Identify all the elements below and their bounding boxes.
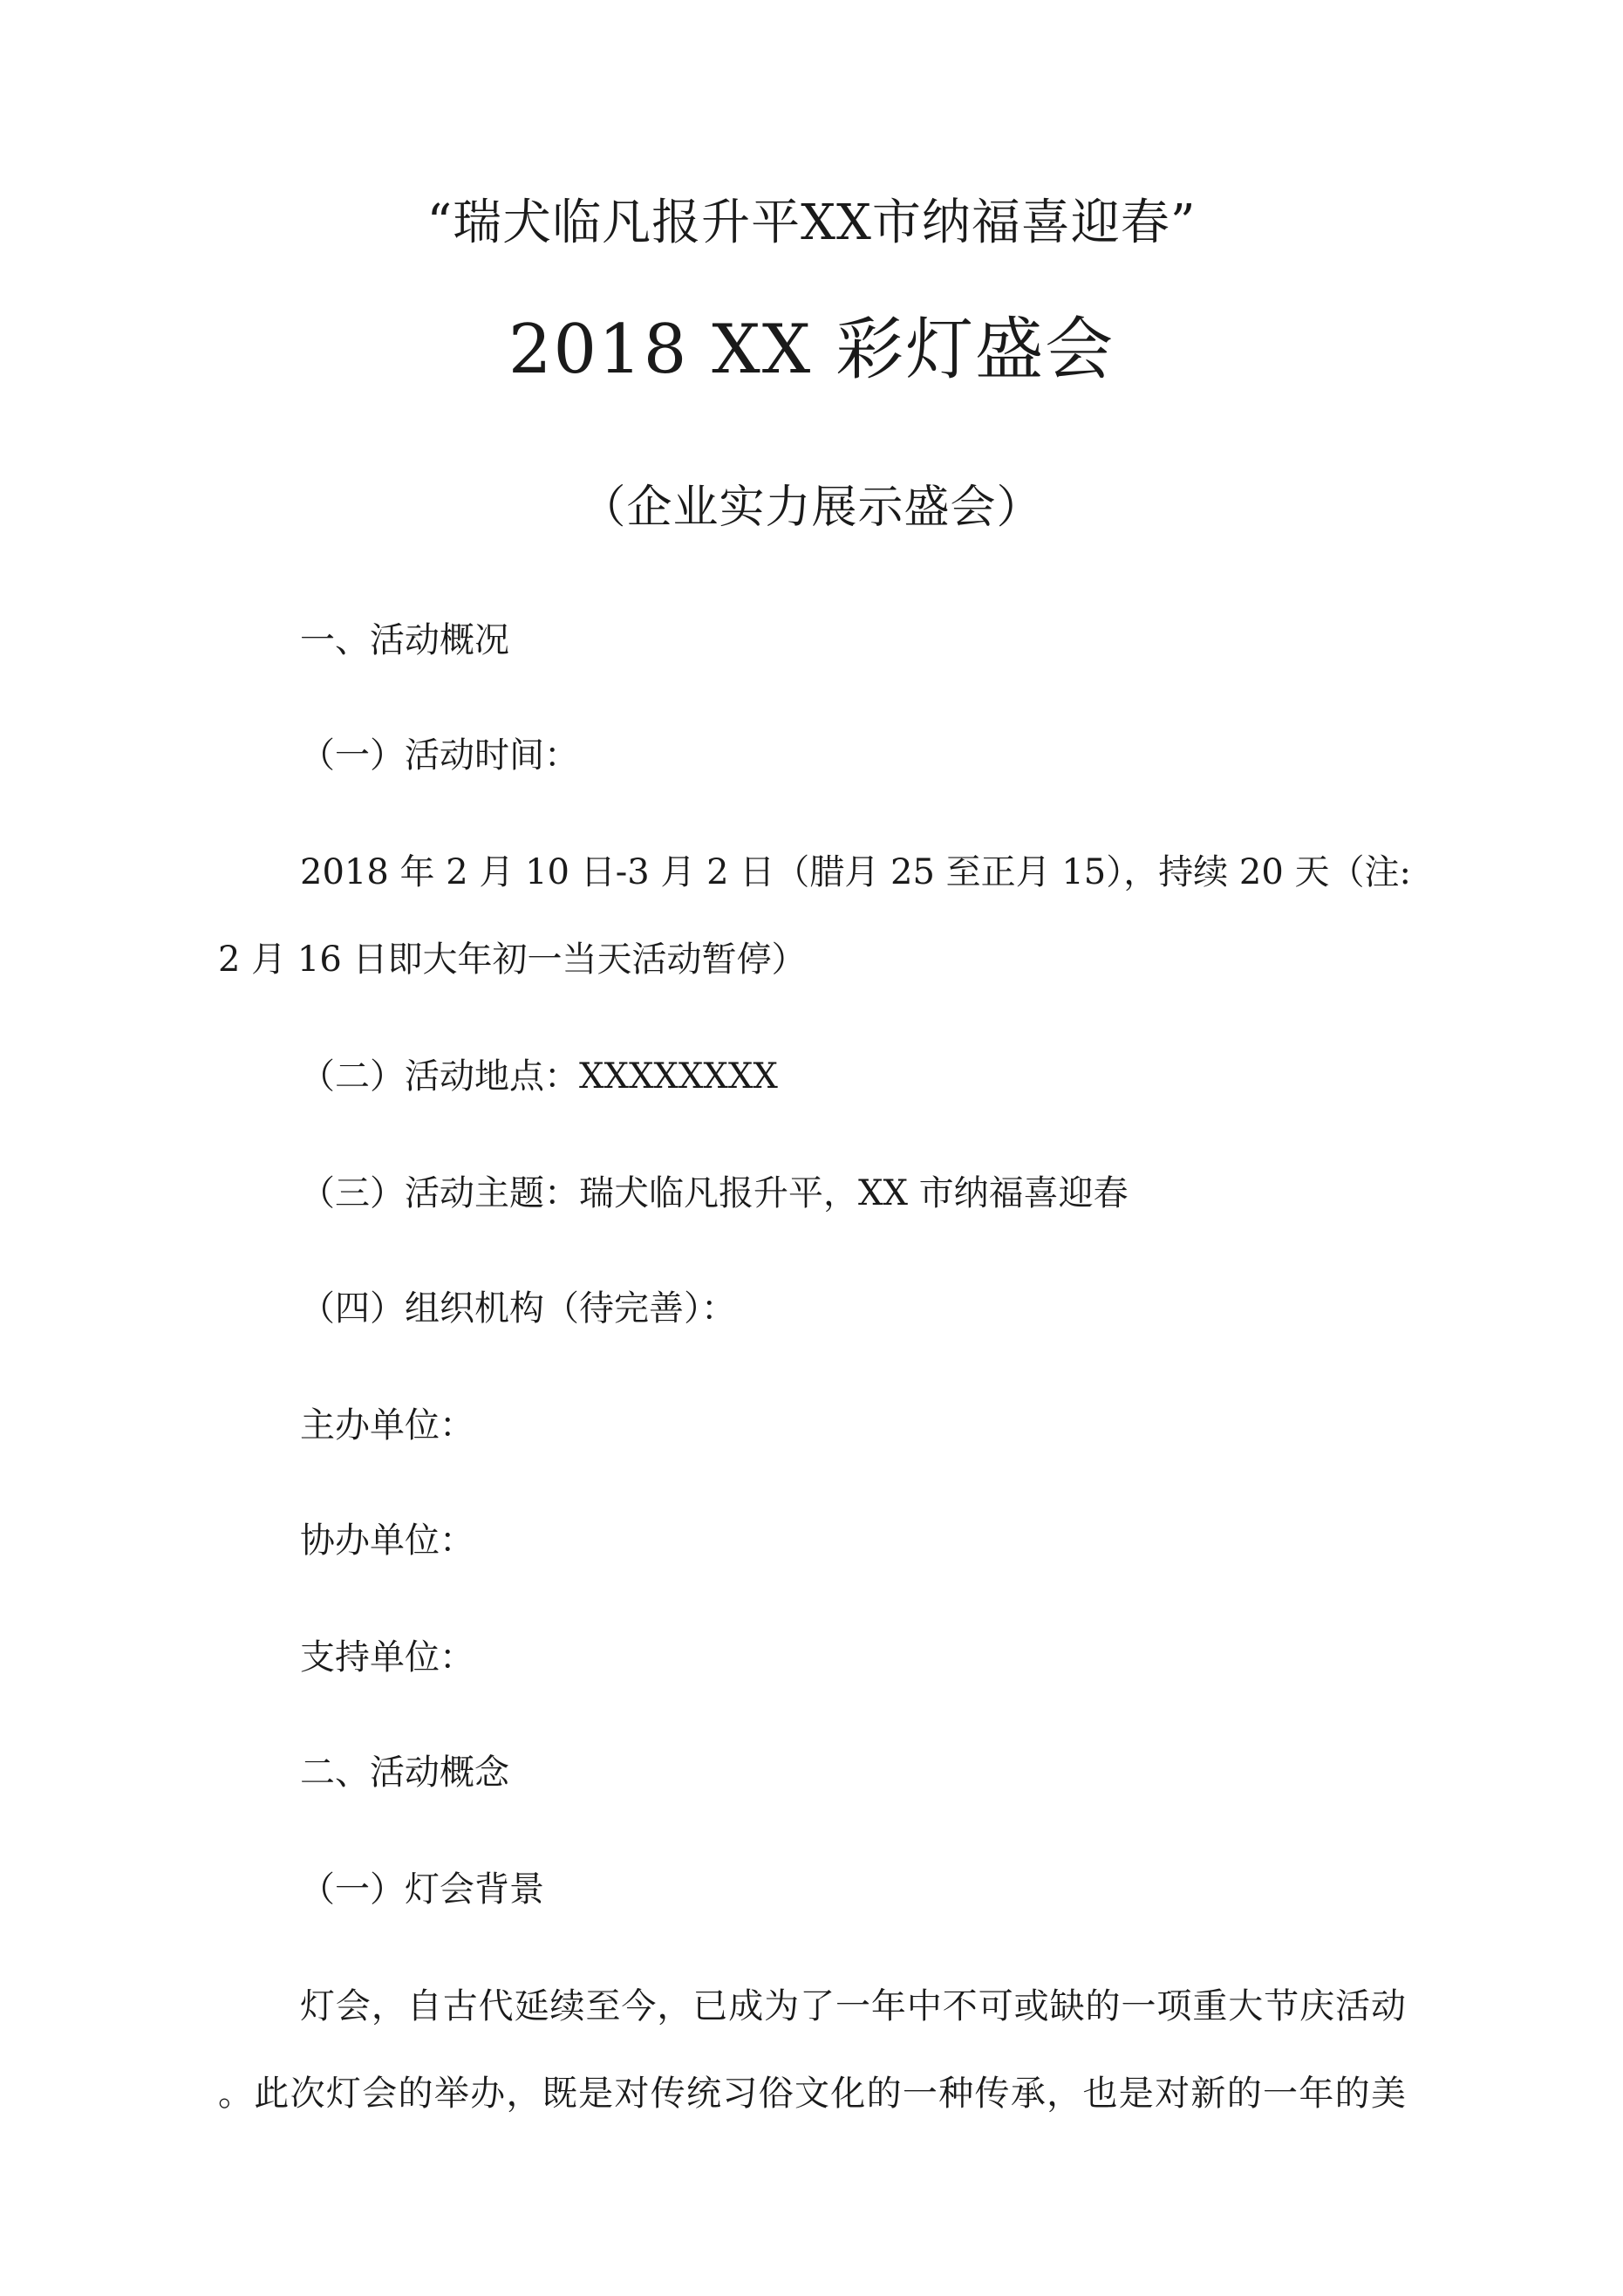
- subsection-heading-location: （二）活动地点：XXXXXXXX: [300, 1056, 778, 1097]
- subsection-heading-background: （一）灯会背景: [300, 1869, 544, 1910]
- paragraph-time-line-2: 2 月 16 日即大年初一当天活动暂停）: [218, 940, 807, 980]
- paragraph-background-line-2: 。此次灯会的举办，既是对传统习俗文化的一种传承，也是对新的一年的美: [218, 2074, 1406, 2114]
- section-heading-2: 二、活动概念: [300, 1753, 509, 1793]
- document-title-line-1: “瑞犬临凡报升平XX市纳福喜迎春”: [426, 195, 1197, 251]
- section-heading-1: 一、活动概况: [300, 620, 509, 660]
- paragraph-time-line-1: 2018 年 2 月 10 日-3 月 2 日（腊月 25 至正月 15），持续 20 天（注:: [300, 852, 1412, 892]
- label-host-unit: 主办单位：: [300, 1405, 474, 1445]
- document-title-line-2: 2018 XX 彩灯盛会: [508, 311, 1115, 389]
- label-support-unit: 支持单位：: [300, 1637, 474, 1678]
- subsection-heading-time: （一）活动时间：: [300, 735, 579, 776]
- document-subtitle: （企业实力展示盛会）: [580, 482, 1043, 534]
- paragraph-background-line-1: 灯会，自古代延续至今，已成为了一年中不可或缺的一项重大节庆活动: [300, 1986, 1406, 2026]
- subsection-heading-theme: （三）活动主题：瑞犬临凡报升平，XX 市纳福喜迎春: [300, 1173, 1129, 1213]
- subsection-heading-organization: （四）组织机构（待完善）：: [300, 1288, 736, 1329]
- label-co-host-unit: 协办单位：: [300, 1520, 474, 1561]
